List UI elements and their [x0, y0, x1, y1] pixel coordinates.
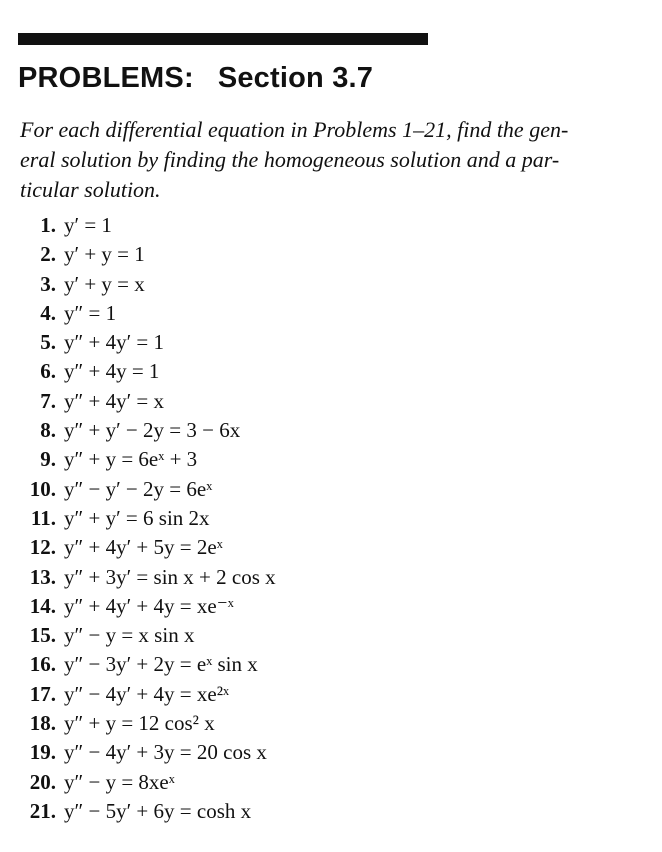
problem-item [18, 270, 276, 299]
problem-number: 21. [29, 798, 56, 823]
problem-equation: y″ − 4y′ + 3y = 20 cos x [64, 740, 267, 765]
problem-number: 10. [29, 476, 56, 501]
problem-equation: y′ = 1 [64, 213, 112, 237]
problem-item [18, 563, 276, 592]
problem-number: 6. [40, 359, 56, 384]
problem-number: 11. [30, 505, 56, 530]
problem-number: 4. [40, 300, 56, 325]
problem-item [18, 797, 276, 826]
problem-item [18, 475, 276, 504]
instructions-line-1: For each differential equation in Problems 1–21, find the gen- [20, 117, 569, 142]
problem-equation: y″ + y = 12 cos² x [64, 711, 215, 736]
problem-equation: y″ + 3y′ = sin x + 2 cos x [64, 564, 276, 589]
problem-equation: y″ + 4y′ = 1 [64, 330, 165, 355]
section-top-rule [18, 33, 428, 45]
problem-item [18, 504, 276, 533]
problem-item [18, 738, 276, 767]
problem-number: 15. [29, 623, 56, 648]
problem-equation: y″ − y = 8xeˣ [64, 769, 175, 794]
problem-equation: y″ + y = 6eˣ + 3 [64, 447, 198, 472]
section-label: PROBLEMS: [18, 62, 194, 94]
problem-equation: y″ + 4y′ + 4y = xe⁻ˣ [64, 593, 234, 618]
problem-number: 9. [40, 447, 56, 472]
problem-equation: y″ + 4y = 1 [64, 359, 160, 384]
problem-equation: y″ − y = x sin x [64, 623, 195, 648]
problem-item [18, 621, 276, 650]
problem-item [18, 387, 276, 416]
problem-equation: y″ + 4y′ = x [64, 388, 165, 413]
problem-item [18, 416, 276, 445]
problem-item [18, 211, 276, 240]
problem-item [18, 299, 276, 328]
problem-number: 14. [29, 593, 56, 618]
problem-item [18, 680, 276, 709]
instructions-line-3: ticular solution. [20, 177, 161, 202]
section-title: Section 3.7 [217, 62, 374, 94]
problem-item [18, 650, 276, 679]
problem-list [18, 211, 276, 826]
problem-equation: y″ − 5y′ + 6y = cosh x [64, 798, 252, 823]
problem-item [18, 445, 276, 474]
problem-equation: y′ + y = 1 [64, 242, 145, 267]
problem-item [18, 592, 276, 621]
problem-number: 1. [40, 213, 56, 237]
problem-number: 19. [29, 740, 56, 765]
section-heading [18, 60, 373, 96]
problem-item [18, 328, 276, 357]
problem-equation: y′ + y = x [64, 271, 145, 296]
problem-equation: y″ − y′ − 2y = 6eˣ [64, 476, 213, 501]
problem-item [18, 768, 276, 797]
problem-item [18, 357, 276, 386]
problem-number: 7. [40, 388, 56, 413]
problem-equation: y″ + 4y′ + 5y = 2eˣ [64, 535, 223, 560]
problem-number: 20. [29, 769, 56, 794]
problem-number: 17. [29, 681, 56, 706]
problem-equation: y″ = 1 [64, 300, 117, 325]
problem-number: 5. [40, 330, 56, 355]
problem-item [18, 240, 276, 269]
problem-instructions [20, 115, 640, 205]
problem-number: 8. [40, 418, 56, 443]
problem-number: 12. [29, 535, 56, 560]
problem-item [18, 709, 276, 738]
problem-number: 2. [40, 242, 56, 267]
problem-number: 16. [29, 652, 56, 677]
problem-number: 18. [29, 711, 56, 736]
problem-equation: y″ + y′ − 2y = 3 − 6x [64, 418, 241, 443]
problem-number: 3. [40, 271, 56, 296]
problem-equation: y″ + y′ = 6 sin 2x [64, 505, 210, 530]
problem-equation: y″ − 4y′ + 4y = xe²ˣ [64, 681, 230, 706]
problem-number: 13. [29, 564, 56, 589]
problem-item [18, 533, 276, 562]
instructions-line-2: eral solution by finding the homogeneous solution and a par- [20, 147, 560, 172]
problem-equation: y″ − 3y′ + 2y = eˣ sin x [64, 652, 258, 677]
